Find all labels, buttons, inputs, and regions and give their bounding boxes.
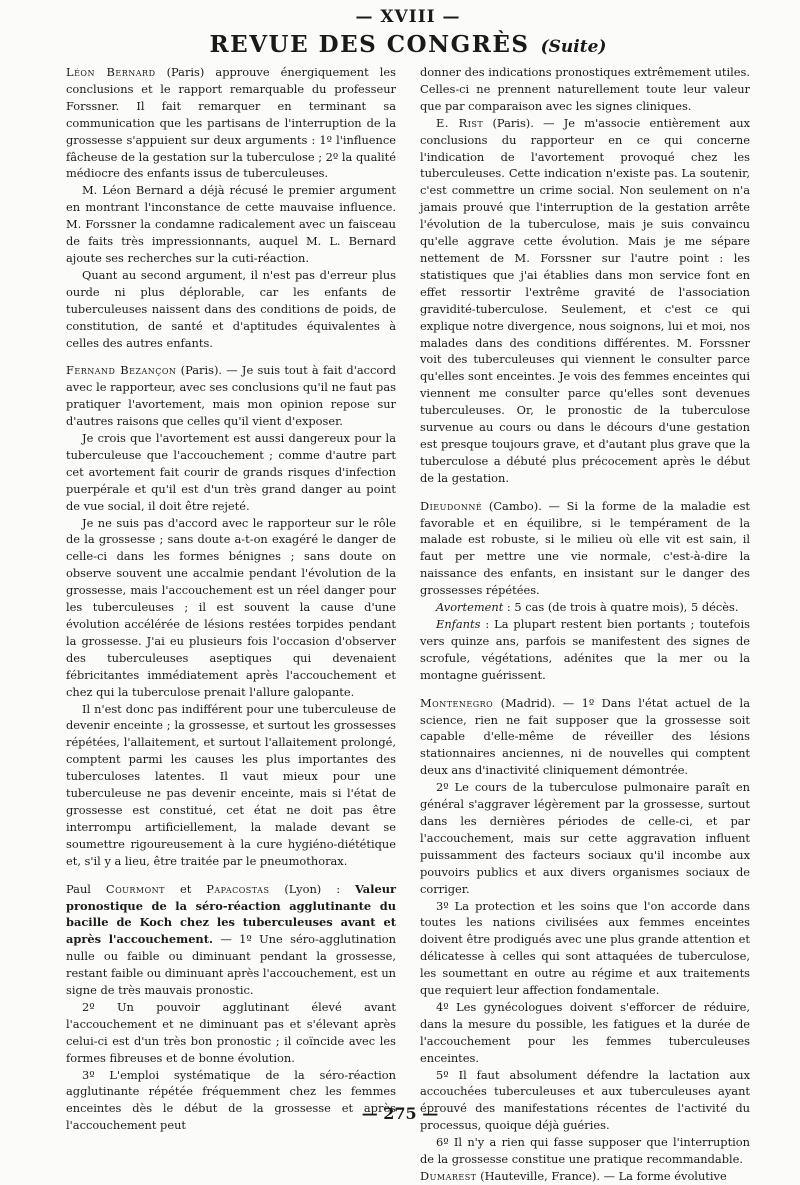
label-italic: Avortement [436,600,504,615]
conjunction: et [165,881,207,896]
paragraph [420,599,750,616]
paragraph [420,498,750,599]
paragraph-text: (Paris). — Je m'associe entièrement aux conclusions du rapporteur en ce qui concerne l'indication de l'avortement provoqué chez les tuberculeuses. Cette indication n'existe pas. La soutenir, c'est commettre un crime social. Non seulement on n'a jamais prouvé que l'interruption de la gestation arrête l'évolution de la tuberculose, mais je suis convaincu qu'elle aggrave cette évolution. Mais je me sépare nettement de M. Forssner sur l'autre point : les statistiques que j'ai établies dans mon service font en effet ressortir l'extrême gravité de l'association gravidité-tuberculose. Seulement, et c'est ce qui explique notre divergence, nous soignons, lui et moi, nos malades dans des conditions différentes. M. Forssner voit des tuberculeuses qui viennent le consulter parce qu'elles sont enceintes. Je vois des femmes enceintes qui viennent me consulter parce qu'elles sont devenues tuberculeuses. Or, le pronostic de la tuberculose survenue au cours ou dans le décours d'une gestation est presque toujours grave, et d'autant plus grave que la tuberculose a débuté plus précocement après le début de la gestation. [420,115,751,485]
author-name: Léon Bernard [66,65,156,79]
paragraph: Quant au second argument, il n'est pas d'erreur plus ourde ni plus déplorable, car les enfants de tuberculeuses naissent dans des conditions de poids, de constitution, de santé et d'aptitudes équivalentes à celles des autres enfants. [66,267,396,350]
two-column-body [66,64,750,1185]
paragraph: 3º L'emploi systématique de la séro-réaction agglutinante répétée fréquemment chez les femmes enceintes dès le début de la grossesse et après l'accouchement peut [66,1067,396,1133]
paragraph: 4º Les gynécologues doivent s'efforcer de réduire, dans la mesure du possible, les fatigues et la durée de l'accouchement pour les femmes tuberculeuses enceintes. [420,999,750,1065]
author-name: Dieudonné [420,498,483,513]
communication-title: Valeur pronostique de la séro-réaction agglutinante du bacille de Koch chez les tuberculeuses avant et après l'accouchement. [66,881,397,947]
author-name: Courmont [105,881,166,896]
label-italic: Enfants [436,617,481,631]
author-city: (Lyon) : [269,881,355,896]
author-name: Papacostas [206,881,270,896]
section-number: — XVIII — [355,7,461,27]
paragraph-text: : La plupart restent bien portants ; toutefois vers quinze ans, parfois se manifestent des signes de scrofule, végétations, adénites que la mer ou la montagne guérissent. [420,617,750,682]
paragraph: Je ne suis pas d'accord avec le rapporteur sur le rôle de la grossesse ; sans doute a-t-on exagéré le danger de celle-ci dans les formes bénignes ; sans doute on observe souvent une accalmie pendant l'évolution de la grossesse, mais l'accouchement est un réel danger pour les tuberculeuses ; il est souvent la cause d'une évolution accélérée de lésions restées torpides pendant la grossesse. J'ai eu plusieurs fois l'occasion d'observer des tuberculeuses aseptiques qui devenaient fébricitantes immédiatement après l'accouchement et chez qui la tuberculose prenait l'allure galopante. [66,515,396,699]
author-first: Paul [66,881,106,896]
paragraph [66,362,396,430]
paragraph: 3º La protection et les soins que l'on accorde dans toutes les nations civilisées aux femmes enceintes doivent être prodigués avec une plus grande attention et délicatesse à celles qui sont attaquées de tuberculose, les soumettant en outre au régime et aux traitements que requiert leur affection fondamentale. [420,898,750,998]
author-name: E. Rist [436,115,484,130]
paragraph: 2º Un pouvoir agglutinant élevé avant l'accouchement et ne diminuant pas et s'élevant après celui-ci est d'un très bon pronostic ; il coïncide avec les formes fibreuses et de bonne évolution. [66,999,396,1065]
author-name: Dumarest [420,1169,477,1183]
paragraph [66,64,396,182]
paragraph [420,616,750,684]
paragraph-text: — 1º Une séro-agglutination nulle ou faible ou diminuant pendant la grossesse, restant faible ou diminuant après l'accouchement, est un signe de très mauvais pronostic. [66,932,396,998]
paragraph-text: (Paris). — Je suis tout à fait d'accord avec le rapporteur, avec ses conclusions qu'il ne faut pas pratiquer l'avortement, mais mon opinion repose sur d'autres raisons que celles qu'il vient d'exposer. [66,363,396,429]
paragraph [66,881,396,999]
paragraph-text: (Cambo). — Si la forme de la maladie est favorable et en équilibre, si le tempérament de la malade est robuste, si le milieu où elle vit est sain, il faut per mettre une vie normale, c'est-à-dire la naissance des enfants, en insistant sur le danger des grossesses répétées. [420,498,750,598]
right-column [420,64,750,1185]
page-title [66,28,750,64]
paragraph: 6º Il n'y a rien qui fasse supposer que l'interruption de la grossesse constitue une pratique recommandable. [420,1135,750,1167]
paragraph [420,1168,750,1185]
left-column [66,64,396,1185]
paragraph: 5º Il faut absolument défendre la lactation aux accouchées tuberculeuses et aux tuberculeuses ayant éprouvé des manifestations récentes de l'activité du processus, quoique déjà guéries. [420,1067,750,1133]
author-name: Montenegro [420,695,494,710]
page-number: — 275 — [361,1104,439,1123]
paragraph: Je crois que l'avortement est aussi dangereux pour la tuberculeuse que l'accouchement ; comme d'autre part cet avortement fait courir de grands risques d'infection puerpérale et qu'il est d'un très grand danger au point de vue social, il doit être rejeté. [66,431,396,513]
author-name: Fernand Bezançon [66,363,177,378]
paragraph-text: (Paris) approuve énergiquement les conclusions et le rapport remarquable du professeur Forssner. Il fait remarquer en terminant sa communication que les partisans de l'interruption de la grossesse s'appuient sur deux arguments : 1º l'influence fâcheuse de la gestation sur la tuberculose ; 2º la qualité médiocre des enfants issus de tuberculeuses. [66,65,396,181]
paragraph: 2º Le cours de la tuberculose pulmonaire paraît en général s'aggraver légèrement par la grossesse, surtout dans les dernières périodes de celle-ci, et par l'accouchement, mais sur cette aggravation influent puissamment des facteurs sociaux qu'il incombe aux pouvoirs publics et aux divers organismes sociaux de corriger. [420,780,750,896]
paragraph [420,695,750,780]
paragraph-text: (Hauteville, France). — La forme évolutive [476,1169,727,1183]
paragraph [420,115,750,487]
title-main: REVUE DES CONGRÈS [209,31,530,58]
paragraph: donner des indications pronostiques extrêmement utiles. Celles-ci ne prennent naturellement toute leur valeur que par comparaison avec les signes cliniques. [420,65,750,113]
paragraph: M. Léon Bernard a déjà récusé le premier argument en montrant l'inconstance de cette mauvaise influence. M. Forssner la condamne radicalement avec un faisceau de faits très impressionnants, auquel M. L. Bernard ajoute ses recherches sur la cuti-réaction. [66,183,396,265]
paragraph: Il n'est donc pas indifférent pour une tuberculeuse de devenir enceinte ; la grossesse, et surtout les grossesses répétées, l'allaitement, et surtout l'allaitement prolongé, comptent parmi les causes les plus importantes des tuberculoses latentes. Il vaut mieux pour une tuberculeuse ne pas devenir enceinte, mais si l'état de grossesse est constitué, cet état ne doit pas être interrompu artificiellement, la malade devant se soumettre rigoureusement à la cure hygiéno-diététique et, s'il y a lieu, être traitée par le pneumothorax. [66,701,396,868]
title-suite: (Suite) [540,37,607,57]
paragraph-text: : 5 cas (de trois à quatre mois), 5 décès. [503,600,739,615]
paragraph-text: (Madrid). — 1º Dans l'état actuel de la science, rien ne fait supposer que la grossesse soit capable d'elle-même de réveiller des lésions stationnaires anciennes, ni de nouvelles qui comptent deux ans d'inactivité cliniquement démontrée. [420,695,750,778]
